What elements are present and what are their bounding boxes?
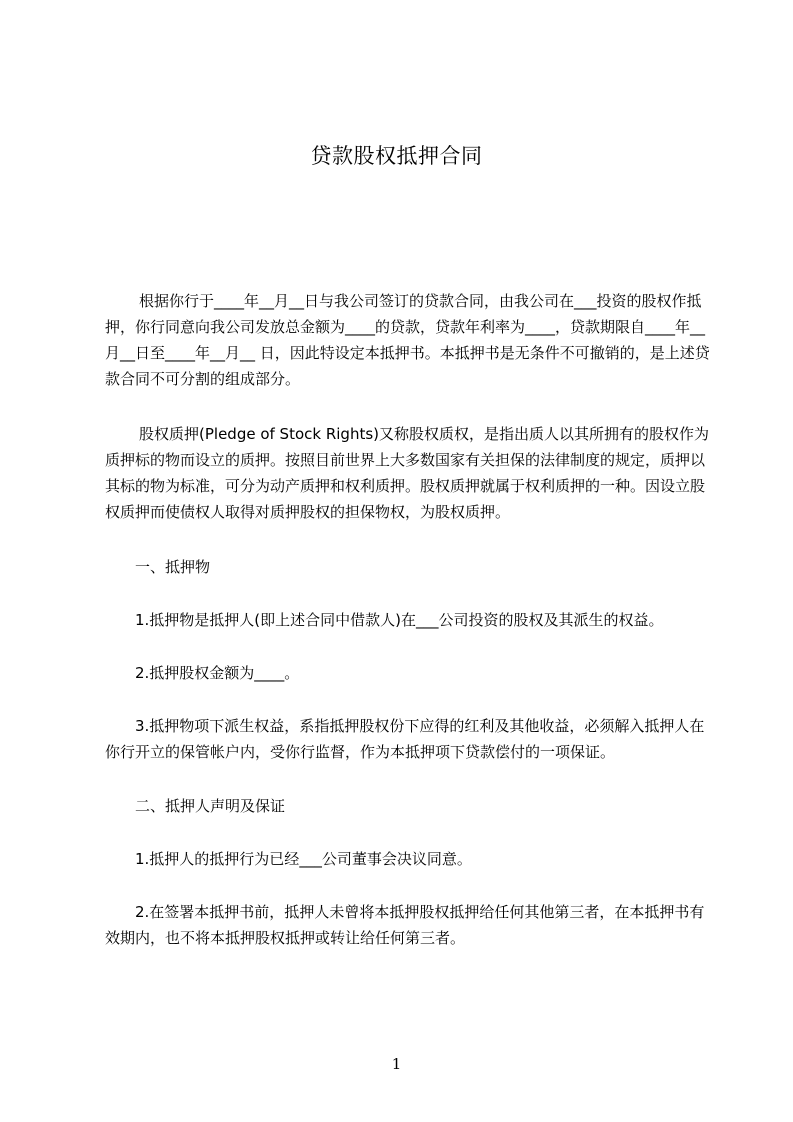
collateral-item-1: 1.抵押物是抵押人(即上述合同中借款人)在___公司投资的股权及其派生的权益。 xyxy=(135,611,664,629)
intro-paragraph: 根据你行于____年__月__日与我公司签订的贷款合同，由我公司在___投资的股权作抵押，你行同意向我公司发放总金额为____的贷款，贷款年利率为____，贷款期限自____年__月__日至____年__月__ 日，因此特设定本抵押书。本抵押书是无条件不可撤销的，是上述贷款合同不可分割的组成部分。 xyxy=(105,292,710,388)
collateral-item-2: 2.抵押股权金额为____。 xyxy=(135,664,300,682)
collateral-item-3: 3.抵押物项下派生权益，系指抵押股权份下应得的红利及其他收益，必须解入抵押人在你行开立的保管帐户内，受你行监督，作为本抵押项下贷款偿付的一项保证。 xyxy=(105,717,705,761)
definition-paragraph: 股权质押(Pledge of Stock Rights)又称股权质权，是指出质人以其所拥有的股权作为质押标的物而设立的质押。按照目前世界上大多数国家有关担保的法律制度的规定，质押以其标的物为标准，可分为动产质押和权利质押。股权质押就属于权利质押的一种。因设立股权质押而使债权人取得对质押股权的担保物权，为股权质押。 xyxy=(105,425,710,521)
page-number: 1 xyxy=(391,1055,402,1073)
declaration-item-1: 1.抵押人的抵押行为已经___公司董事会决议同意。 xyxy=(135,850,472,868)
document-title: 贷款股权抵押合同 xyxy=(310,144,483,168)
section-heading-declarations: 二、抵押人声明及保证 xyxy=(135,797,286,815)
declaration-item-2: 2.在签署本抵押书前，抵押人未曾将本抵押股权抵押给任何其他第三者，在本抵押书有效期内，也不将本抵押股权抵押或转让给任何第三者。 xyxy=(105,903,705,947)
section-heading-collateral: 一、抵押物 xyxy=(135,558,211,576)
